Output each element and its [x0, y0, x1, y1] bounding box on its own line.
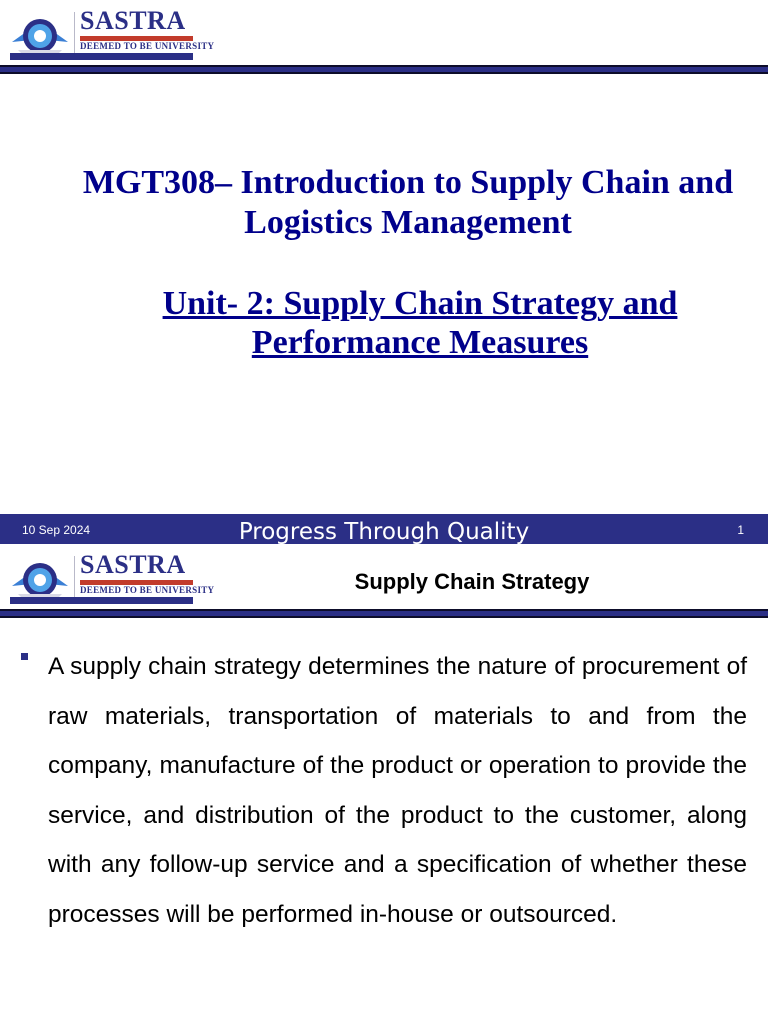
logo-motto-bar — [10, 53, 193, 104]
logo-name: SASTRA — [80, 550, 186, 579]
content-slide — [0, 544, 768, 1024]
logo-divider — [74, 12, 75, 58]
logo-motto: THINK MERIT · THINK TRANSPARENCY · THINK SASTRA — [13, 642, 162, 648]
bullet-text: A supply chain strategy determines the nature of procurement of raw materials, transportation of materials to and from the company, manufacture of the product or operation to provide the service, and distribution of the product to the customer, along with any follow-up service and a specification of whether these processes will be performed in-house or outsourced. — [48, 653, 747, 928]
logo-motto-bar — [10, 597, 193, 648]
slide-title: MGT308– Introduction to Supply Chain and Logistics Management — [82, 164, 734, 241]
slide-subtitle: Unit- 2: Supply Chain Strategy and Performance Measures — [162, 285, 678, 361]
logo-tagline: DEEMED TO BE UNIVERSITY — [80, 585, 215, 595]
bullet-square-icon — [21, 653, 28, 660]
logo-divider — [74, 556, 75, 602]
footer-date: 10 Sep 2024 — [22, 523, 91, 537]
logo-name: SASTRA — [80, 6, 186, 35]
slide-footer — [0, 514, 768, 544]
slide-heading: Supply Chain Strategy — [354, 569, 590, 594]
logo-motto: THINK MERIT · THINK TRANSPARENCY · THINK SASTRA — [13, 98, 162, 104]
footer-tagline: Progress Through Quality — [238, 519, 530, 544]
page-number: 1 — [737, 523, 744, 537]
logo-tagline: DEEMED TO BE UNIVERSITY — [80, 41, 215, 51]
header-rule — [0, 65, 768, 74]
header-rule — [0, 609, 768, 618]
sastra-logo — [10, 550, 215, 648]
sastra-logo — [10, 6, 215, 104]
